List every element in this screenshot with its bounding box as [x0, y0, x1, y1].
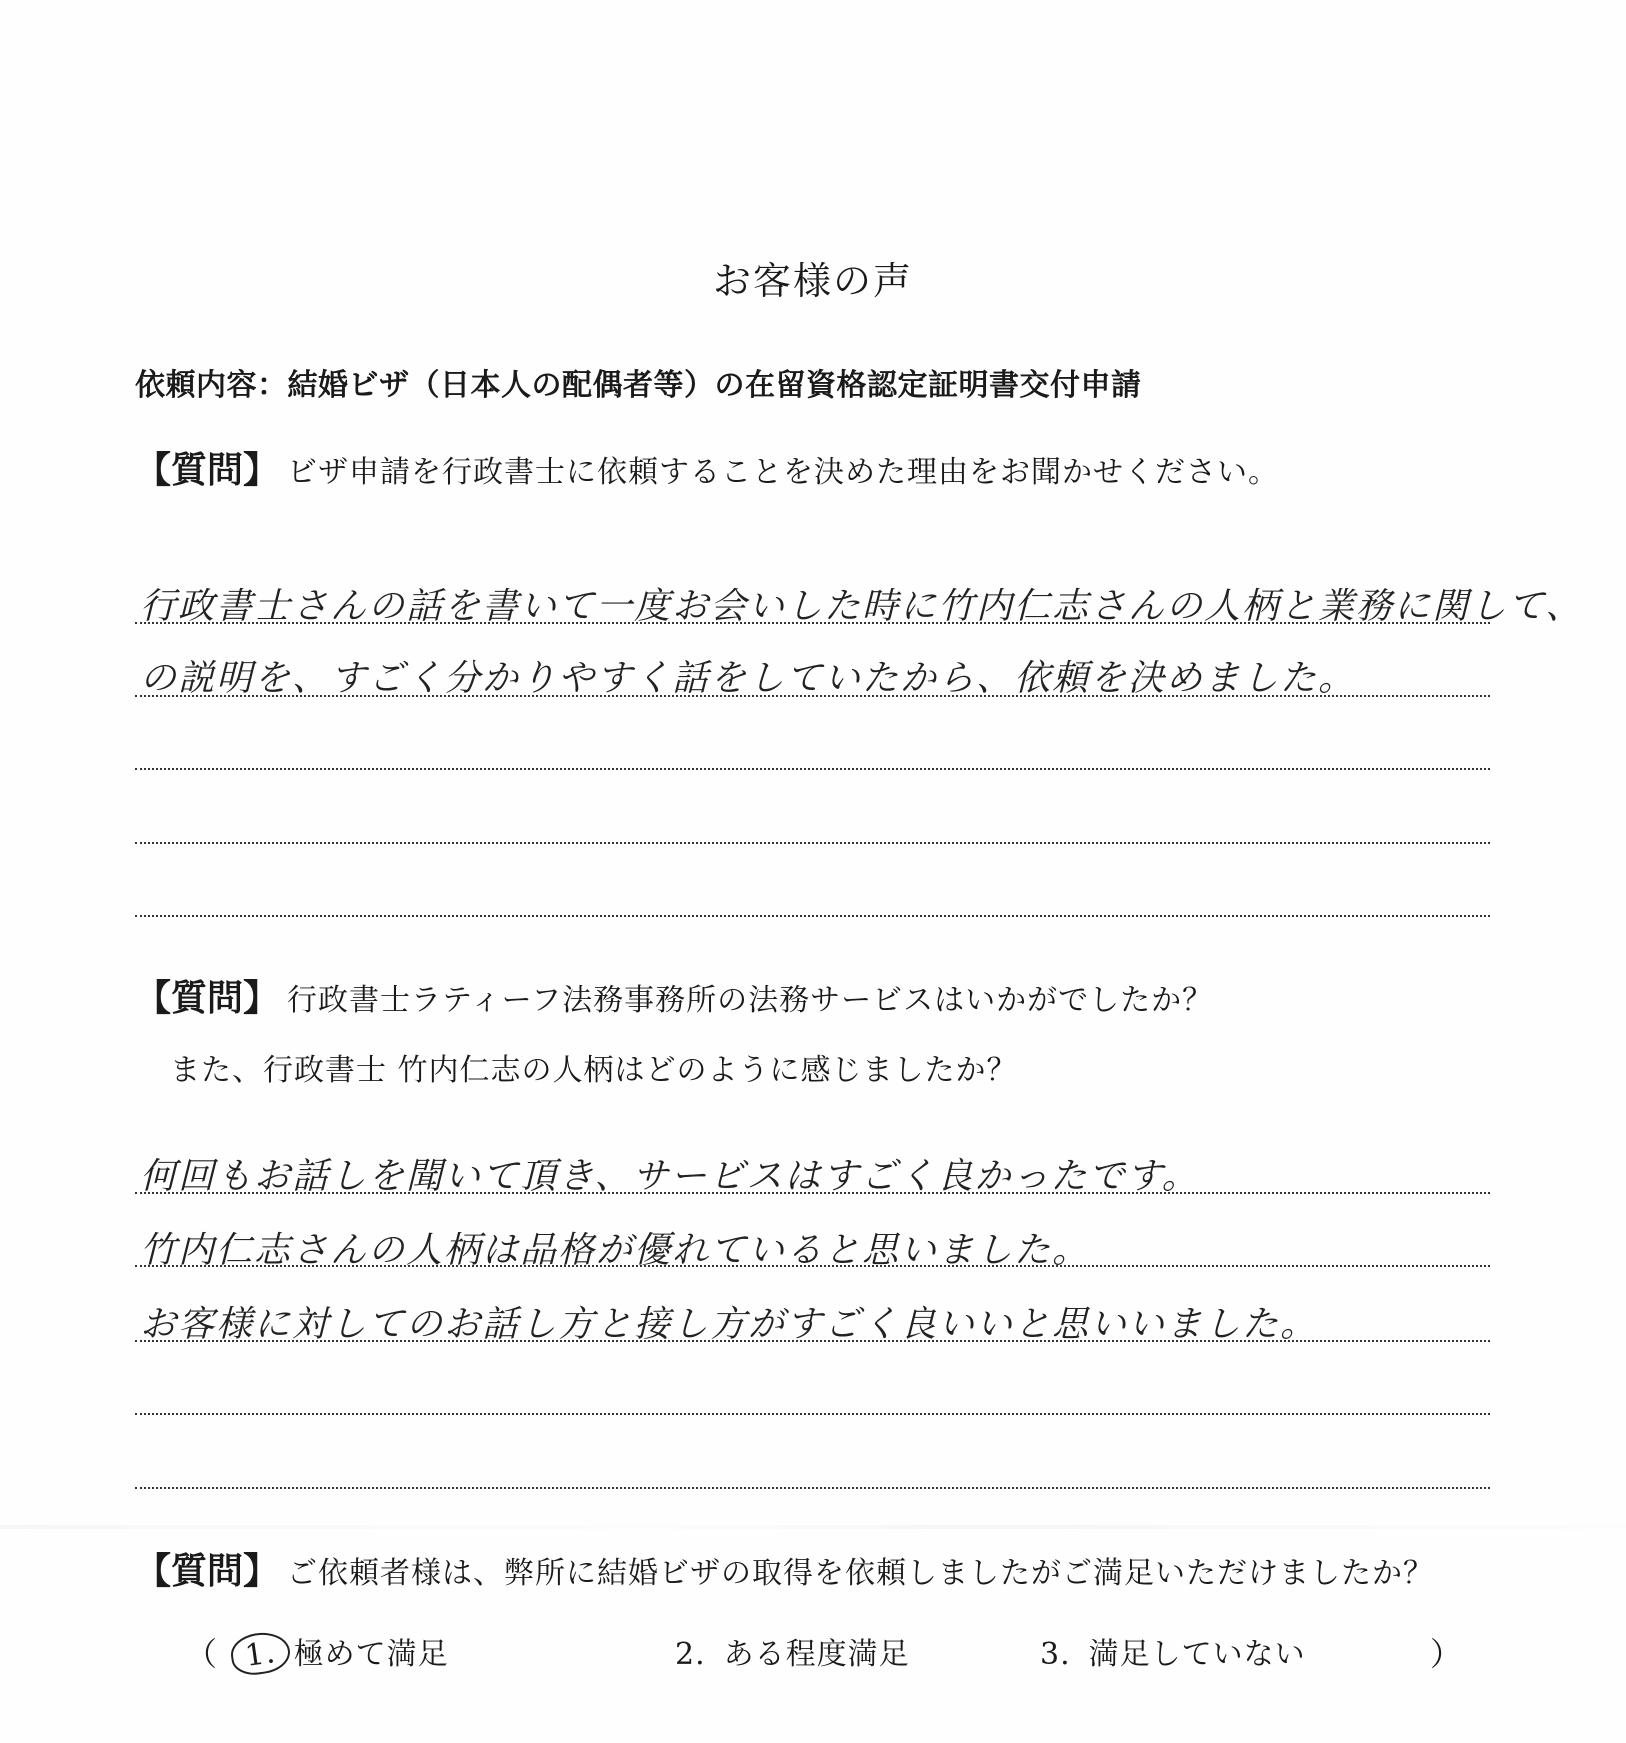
page-title: お客様の声	[712, 259, 913, 303]
ruled-line	[135, 1487, 1490, 1489]
choice-label: 満足していない	[1088, 1637, 1306, 1672]
request-label: 依頼内容：	[135, 368, 288, 403]
ruled-line	[135, 1192, 1490, 1194]
choice-number-circled: 1.	[228, 1629, 292, 1678]
ruled-line	[135, 1413, 1490, 1415]
question-2	[135, 970, 1213, 1021]
choice-extremely-satisfied[interactable]	[242, 1629, 449, 1674]
answer-2-line-3: お客様に対してのお話し方と接し方がすごく良いいと思いいました。	[140, 1304, 1319, 1345]
choice-number: 3.	[1040, 1637, 1071, 1672]
scan-artifact	[0, 1525, 1626, 1529]
question-text: ご依頼者様は、弊所に結婚ビザの取得を依頼しましたがご満足いただけましたか？	[287, 1556, 1435, 1591]
question-2-subtext: また、行政書士 竹内仁志の人柄はどのように感じましたか？	[170, 1053, 1018, 1088]
ruled-line	[135, 622, 1490, 624]
ruled-line	[135, 1265, 1490, 1267]
ruled-line	[135, 695, 1490, 697]
open-paren: （	[185, 1635, 218, 1673]
choice-label: 極めて満足	[293, 1637, 449, 1672]
answer-1-line-1: 行政書士さんの話を書いて一度お会いした時に竹内仁志さんの人柄と業務に関して、	[140, 586, 1584, 627]
choice-number: 2.	[675, 1637, 706, 1672]
question-label: 【質問】	[135, 450, 280, 491]
question-text: ビザ申請を行政書士に依頼することを決めた理由をお聞かせください。	[287, 455, 1280, 490]
ruled-line	[135, 1340, 1490, 1342]
choice-not-satisfied[interactable]	[1040, 1629, 1306, 1673]
question-label: 【質問】	[135, 1551, 280, 1592]
close-paren: ）	[1430, 1635, 1463, 1673]
answer-2-line-2: 竹内仁志さんの人柄は品格が優れていると思いました。	[140, 1230, 1091, 1271]
choice-label: ある程度満足	[723, 1637, 910, 1672]
answer-1-line-2: の説明を、すごく分かりやすく話をしていたから、依頼を決めました。	[140, 658, 1357, 699]
ruled-line	[135, 768, 1490, 770]
question-3	[135, 1543, 1434, 1594]
choice-somewhat-satisfied[interactable]	[675, 1629, 910, 1673]
question-label: 【質問】	[135, 978, 280, 1019]
ruled-line	[135, 915, 1490, 917]
request-content	[135, 360, 1142, 404]
answer-2-line-1: 何回もお話しを聞いて頂き、サービスはすごく良かったです。	[140, 1156, 1200, 1197]
ruled-line	[135, 842, 1490, 844]
satisfaction-choices	[185, 1625, 1463, 1675]
request-text: 結婚ビザ（日本人の配偶者等）の在留資格認定証明書交付申請	[287, 368, 1142, 403]
question-text: 行政書士ラティーフ法務事務所の法務サービスはいかがでしたか？	[287, 983, 1214, 1018]
question-1	[135, 442, 1279, 493]
